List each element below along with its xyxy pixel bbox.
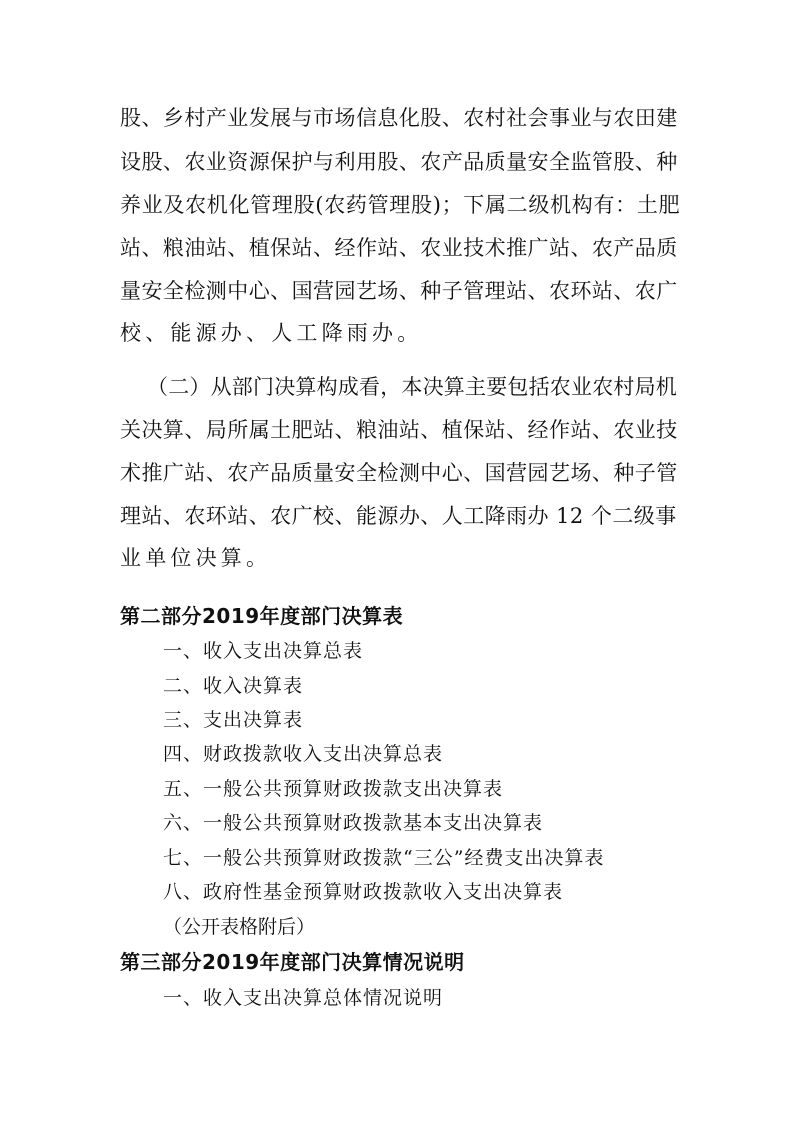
paragraph-line: 养业及农机化管理股(农药管理股)；下属二级机构有：土肥 — [120, 193, 681, 217]
list-item: 三、支出决算表 — [163, 709, 304, 731]
paragraph-line: 设股、农业资源保护与利用股、农产品质量安全监管股、种 — [120, 150, 678, 174]
table-note: （公开表格附后） — [163, 916, 316, 938]
paragraph-line: 理站、农环站、农广校、能源办、人工降雨办 12 个二级事 — [120, 504, 677, 528]
paragraph-line: 关决算、局所属土肥站、粮油站、植保站、经作站、农业技 — [120, 418, 678, 442]
list-item: 七、一般公共预算财政拨款“三公”经费支出决算表 — [163, 847, 605, 869]
list-item: 六、一般公共预算财政拨款基本支出决算表 — [163, 812, 544, 834]
list-item: 一、收入支出决算总表 — [163, 640, 364, 662]
paragraph-line: 校、能源办、人工降雨办。 — [120, 321, 423, 345]
list-item: 八、政府性基金预算财政拨款收入支出决算表 — [163, 881, 564, 903]
paragraph-line: 术推广站、农产品质量安全检测中心、国营园艺场、种子管 — [120, 461, 678, 485]
section-heading: 第三部分2019年度部门决算情况说明 — [120, 950, 465, 974]
section-heading: 第二部分2019年度部门决算表 — [120, 604, 404, 628]
list-item: 二、收入决算表 — [163, 675, 304, 697]
paragraph-line: 站、粮油站、植保站、经作站、农业技术推广站、农产品质 — [120, 236, 678, 260]
list-item: 四、财政拨款收入支出决算总表 — [163, 743, 444, 765]
paragraph-line: 业单位决算。 — [120, 546, 272, 570]
list-item: 一、收入支出决算总体情况说明 — [163, 987, 444, 1009]
paragraph-line: （二）从部门决算构成看，本决算主要包括农业农村局机 — [147, 375, 677, 399]
paragraph-line: 股、乡村产业发展与市场信息化股、农村社会事业与农田建 — [120, 106, 678, 130]
list-item: 五、一般公共预算财政拨款支出决算表 — [163, 778, 504, 800]
paragraph-line: 量安全检测中心、国营园艺场、种子管理站、农环站、农广 — [120, 279, 678, 303]
